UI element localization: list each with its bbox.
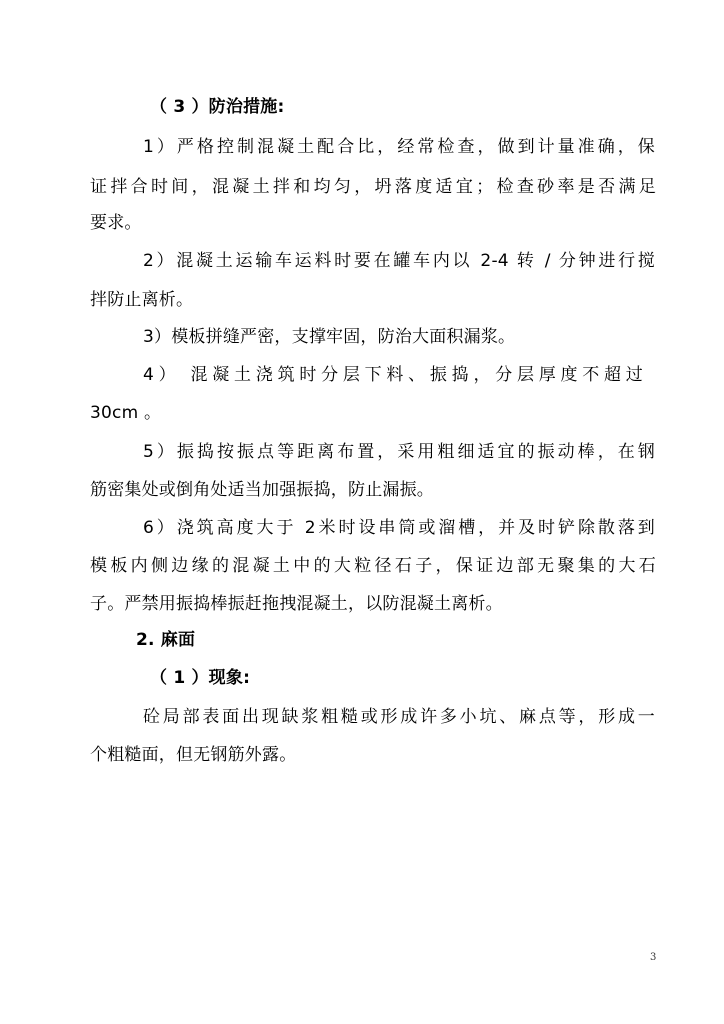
paragraph-line: 砼局部表面出现缺浆粗糙或形成许多小坑、麻点等，形成一	[143, 707, 655, 727]
paragraph-line: 拌防止离析。	[90, 290, 194, 310]
paragraph-line: 个粗糙面，但无钢筋外露。	[90, 745, 297, 765]
paragraph-line: 3）模板拼缝严密，支撑牢固，防治大面积漏浆。	[143, 327, 516, 347]
paragraph-line: 6）浇筑高度大于 2米时设串筒或溜槽，并及时铲除散落到	[143, 518, 655, 538]
page-number: 3	[650, 952, 657, 963]
subsection-heading-prevention: （ 3 ）防治措施:	[150, 97, 285, 117]
paragraph-line: 证拌合时间，混凝土拌和均匀，坍落度适宜；检查砂率是否满足	[90, 177, 656, 197]
paragraph-line: 要求。	[90, 213, 142, 233]
paragraph-line: 5）振捣按振点等距离布置，采用粗细适宜的振动棒，在钢	[143, 442, 655, 462]
paragraph-line: 筋密集处或倒角处适当加强振捣，防止漏振。	[90, 480, 434, 500]
subsection-heading-phenomenon: （ 1 ）现象:	[150, 668, 251, 688]
paragraph-line: 4） 混凝土浇筑时分层下料、振捣，分层厚度不超过	[143, 365, 643, 385]
paragraph-line: 2）混凝土运输车运料时要在罐车内以 2-4 转 / 分钟进行搅	[143, 251, 655, 271]
section-heading-pitting: 2. 麻面	[136, 630, 196, 650]
paragraph-line: 模板内侧边缘的混凝土中的大粒径石子，保证边部无聚集的大石	[90, 556, 656, 576]
paragraph-line: 子。严禁用振捣棒振赶拖拽混凝土，以防混凝土离析。	[90, 594, 503, 614]
paragraph-line: 30cm 。	[90, 403, 162, 423]
paragraph-line: 1）严格控制混凝土配合比，经常检查，做到计量准确，保	[143, 137, 655, 157]
